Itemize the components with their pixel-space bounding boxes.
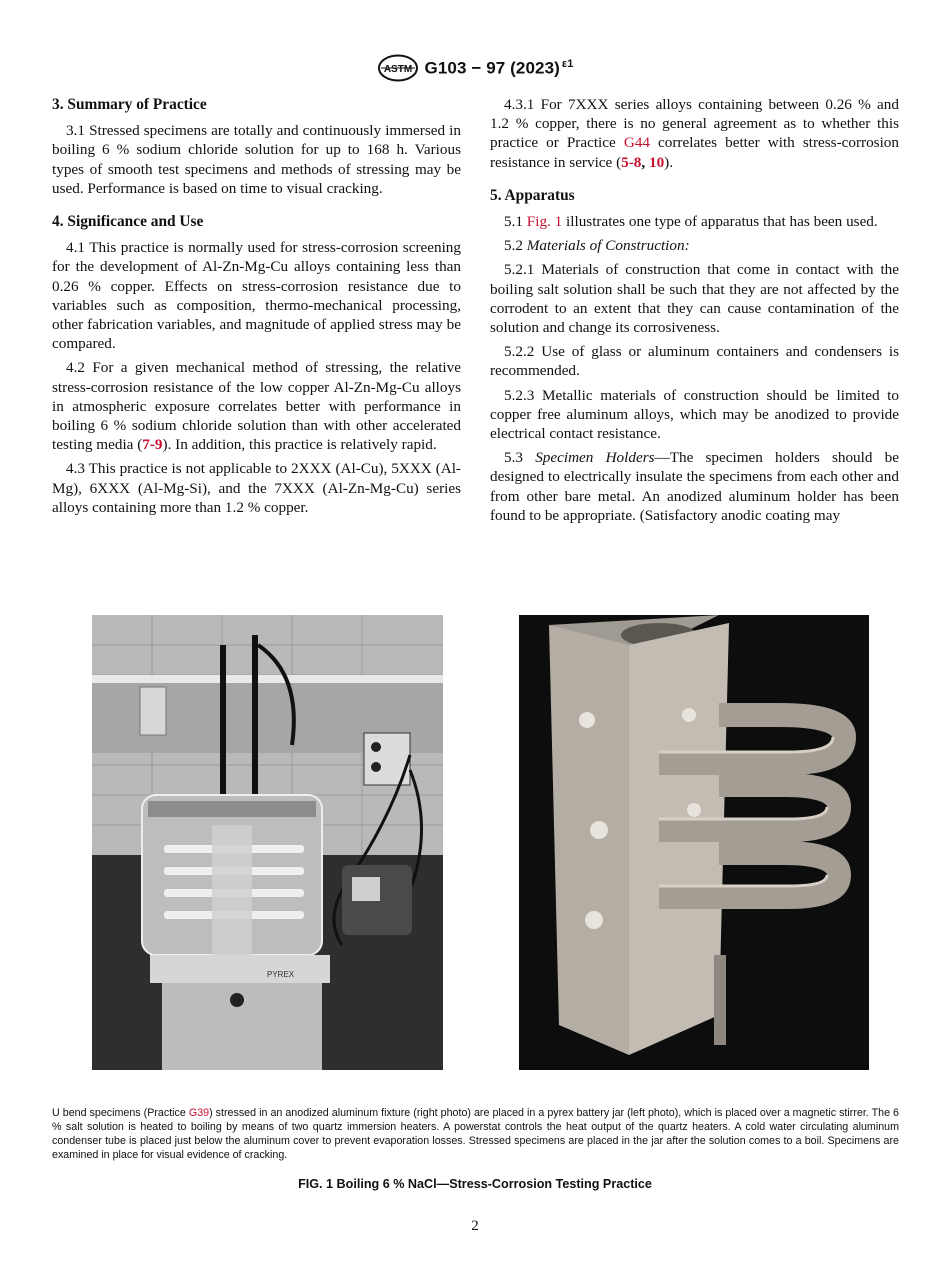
para-3-1: 3.1 Stressed specimens are totally and continuously immersed in boiling 6 % sodium chloride solution for up to 168 h. Various types of smooth test specimens and methods of stressing may be used. Performance is based on time to visual cracking. <box>52 122 461 197</box>
para-5-2-1: 5.2.1 Materials of construction that come in contact with the boiling salt solution shall be such that they are not affected by the corrodent to an extent that they can cause contamination of the solution and change its corrosiveness. <box>490 261 899 337</box>
right-column <box>490 95 899 530</box>
left-column <box>52 95 461 522</box>
page-number: 2 <box>471 1218 479 1234</box>
para-4-3: 4.3 This practice is not applicable to 2XXX (Al-Cu), 5XXX (Al-Mg), 6XXX (Al-Mg-Si), and the 7XXX (Al-Zn-Mg-Cu) series alloys containing more than 1.2 % copper. <box>52 460 461 516</box>
para-4-3-1: 4.3.1 For 7XXX series alloys containing between 0.26 % and 1.2 % copper, there is no general agreement as to whether this practice or Practice G44 correlates better with stress-corrosion resistance in service (5-8, 10). <box>490 96 899 171</box>
para-5-1: 5.1 Fig. 1 illustrates one type of apparatus that has been used. <box>504 213 878 231</box>
u-bend-specimen-fixture-photo <box>519 615 869 1070</box>
section-3-heading: 3. Summary of Practice <box>52 96 207 113</box>
para-5-2: 5.2 Materials of Construction: <box>504 237 690 255</box>
svg-text:PYREX: PYREX <box>267 970 295 979</box>
svg-text:ASTM: ASTM <box>383 64 412 75</box>
para-4-1: 4.1 This practice is normally used for stress-corrosion screening for the development of Al-Zn-Mg-Cu alloys containing less than 0.26 % copper. Effects on stress-corrosion resistance due to variables such as composition, thermo-mechanical processing, other fabrication variables, and magnitude of applied stress may be compared. <box>52 239 461 353</box>
reference-link-10[interactable]: 10 <box>648 153 665 171</box>
reference-link-7-9[interactable]: 7-9 <box>142 436 163 454</box>
figure-link-fig-1[interactable]: Fig. 1 <box>526 213 563 231</box>
para-5-3: 5.3 Specimen Holders—The specimen holders should be designed to electrically insulate the specimens from each other and from other bare metal. An anodized aluminum holder has been found to be appropriate. (Satisfactory anodic coating may <box>490 449 899 524</box>
section-4-heading: 4. Significance and Use <box>52 213 204 231</box>
figure-caption: U bend specimens (Practice G39) stressed in an anodized aluminum fixture (right photo) are placed in a pyrex battery jar (left photo), which is placed over a magnetic stirrer. The 6 % salt solution is heated to boiling by means of two quartz immersion heaters. A powerstat controls the heat output of the quartz heaters. A cold water circulating aluminum condenser tube is placed just below the aluminum cover to prevent evaporation losses. Stressed specimens are placed in the jar after the solution comes to a boil. Specimens are examined in place for visual evidence of cracking. <box>52 1107 899 1161</box>
battery-jar-apparatus-photo <box>92 615 443 1070</box>
practice-link-g44[interactable]: G44 <box>623 134 650 152</box>
page-header <box>0 52 950 84</box>
para-5-2-3: 5.2.3 Metallic materials of construction should be limited to copper free aluminum alloys, which may be anodized to provide electrical contact resistance. <box>490 386 899 443</box>
practice-link-g39[interactable]: G39 <box>188 1107 210 1119</box>
astm-logo-icon <box>377 54 419 82</box>
para-4-2: 4.2 For a given mechanical method of stressing, the relative stress-corrosion resistance of the low copper Al-Zn-Mg-Cu alloys in atmospheric exposure correlates better with performance in boiling 6 % sodium chloride solution than with other accelerated testing media (7-9). In addition, this practice is relatively rapid. <box>52 359 461 454</box>
standard-designation: G103 − 97 (2023) $^{\varepsilon 1}$ <box>424 57 574 78</box>
para-5-2-2: 5.2.2 Use of glass or aluminum containers and condensers is recommended. <box>490 343 899 380</box>
figure-title: FIG. 1 Boiling 6 % NaCl—Stress-Corrosion Testing Practice <box>298 1177 652 1191</box>
section-5-heading: 5. Apparatus <box>490 186 575 204</box>
reference-link-5-8[interactable]: 5-8 <box>621 153 642 171</box>
